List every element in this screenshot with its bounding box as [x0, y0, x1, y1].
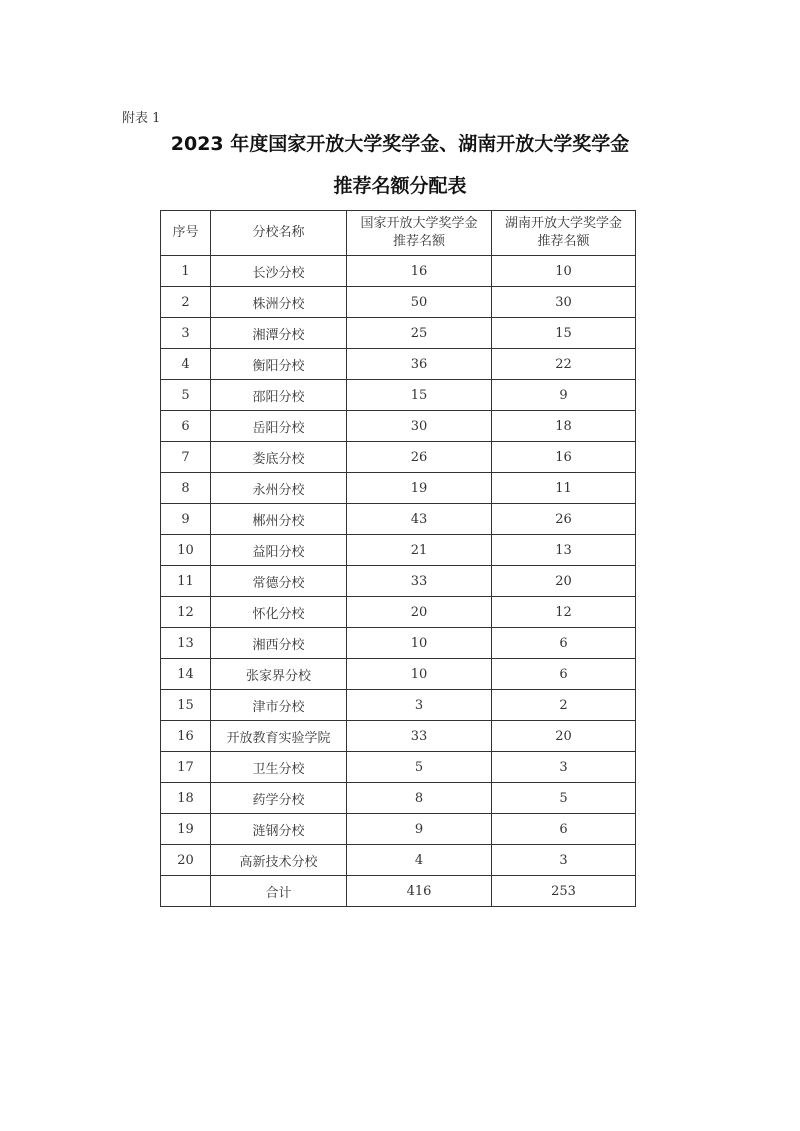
cell-branch: 岳阳分校 [211, 411, 347, 442]
cell-seq: 19 [161, 814, 211, 845]
table-row [161, 380, 636, 411]
cell-hunan-quota: 3 [492, 752, 636, 783]
cell-seq: 15 [161, 690, 211, 721]
cell-branch: 怀化分校 [211, 597, 347, 628]
cell-branch: 娄底分校 [211, 442, 347, 473]
table-row [161, 349, 636, 380]
header-seq: 序号 [161, 211, 211, 256]
cell-national-quota: 21 [347, 535, 492, 566]
table-row [161, 287, 636, 318]
header-branch: 分校名称 [211, 211, 347, 256]
cell-branch: 药学分校 [211, 783, 347, 814]
table-row [161, 504, 636, 535]
cell-national-quota: 5 [347, 752, 492, 783]
header-national-quota [347, 211, 492, 256]
cell-national-quota: 19 [347, 473, 492, 504]
cell-seq: 11 [161, 566, 211, 597]
cell-national-quota: 16 [347, 256, 492, 287]
table-row [161, 690, 636, 721]
total-hunan: 253 [492, 876, 636, 907]
quota-table [160, 210, 636, 907]
header-hunan-quota [492, 211, 636, 256]
cell-hunan-quota: 26 [492, 504, 636, 535]
header-national-line2: 推荐名额 [392, 234, 445, 249]
cell-national-quota: 15 [347, 380, 492, 411]
cell-seq: 6 [161, 411, 211, 442]
table-body [161, 256, 636, 876]
cell-hunan-quota: 12 [492, 597, 636, 628]
cell-branch: 郴州分校 [211, 504, 347, 535]
cell-seq: 1 [161, 256, 211, 287]
cell-branch: 常德分校 [211, 566, 347, 597]
cell-national-quota: 26 [347, 442, 492, 473]
annex-label: 附表 1 [122, 111, 161, 126]
total-national: 416 [347, 876, 492, 907]
cell-branch: 湘潭分校 [211, 318, 347, 349]
cell-national-quota: 4 [347, 845, 492, 876]
cell-national-quota: 9 [347, 814, 492, 845]
cell-hunan-quota: 6 [492, 814, 636, 845]
total-label: 合计 [211, 876, 347, 907]
table-row [161, 659, 636, 690]
table-row [161, 256, 636, 287]
cell-national-quota: 43 [347, 504, 492, 535]
cell-hunan-quota: 20 [492, 721, 636, 752]
cell-hunan-quota: 30 [492, 287, 636, 318]
cell-hunan-quota: 18 [492, 411, 636, 442]
cell-seq: 12 [161, 597, 211, 628]
table-header-row [161, 211, 636, 256]
total-seq [161, 876, 211, 907]
cell-branch: 株洲分校 [211, 287, 347, 318]
header-hunan-line1: 湖南开放大学奖学金 [504, 216, 622, 231]
cell-seq: 9 [161, 504, 211, 535]
cell-branch: 邵阳分校 [211, 380, 347, 411]
table-row [161, 597, 636, 628]
cell-seq: 16 [161, 721, 211, 752]
cell-national-quota: 8 [347, 783, 492, 814]
header-national-line1: 国家开放大学奖学金 [360, 216, 478, 231]
table-row [161, 473, 636, 504]
header-hunan-line2: 推荐名额 [537, 234, 590, 249]
table-row [161, 752, 636, 783]
table-row [161, 783, 636, 814]
cell-branch: 衡阳分校 [211, 349, 347, 380]
cell-seq: 20 [161, 845, 211, 876]
cell-hunan-quota: 13 [492, 535, 636, 566]
cell-seq: 7 [161, 442, 211, 473]
cell-national-quota: 25 [347, 318, 492, 349]
cell-seq: 18 [161, 783, 211, 814]
cell-seq: 8 [161, 473, 211, 504]
cell-branch: 益阳分校 [211, 535, 347, 566]
cell-hunan-quota: 3 [492, 845, 636, 876]
cell-national-quota: 33 [347, 721, 492, 752]
cell-branch: 津市分校 [211, 690, 347, 721]
cell-branch: 高新技术分校 [211, 845, 347, 876]
total-row [161, 876, 636, 907]
table-row [161, 814, 636, 845]
cell-seq: 2 [161, 287, 211, 318]
document-title: 2023 年度国家开放大学奖学金、湖南开放大学奖学金 [170, 133, 630, 155]
cell-seq: 10 [161, 535, 211, 566]
cell-hunan-quota: 10 [492, 256, 636, 287]
cell-seq: 14 [161, 659, 211, 690]
table-row [161, 442, 636, 473]
cell-national-quota: 10 [347, 659, 492, 690]
cell-seq: 5 [161, 380, 211, 411]
table-row [161, 845, 636, 876]
cell-national-quota: 30 [347, 411, 492, 442]
document-subtitle: 推荐名额分配表 [333, 175, 467, 197]
cell-hunan-quota: 9 [492, 380, 636, 411]
table-row [161, 535, 636, 566]
cell-branch: 张家界分校 [211, 659, 347, 690]
table-row [161, 721, 636, 752]
cell-hunan-quota: 6 [492, 659, 636, 690]
cell-national-quota: 10 [347, 628, 492, 659]
cell-hunan-quota: 11 [492, 473, 636, 504]
cell-branch: 长沙分校 [211, 256, 347, 287]
cell-branch: 卫生分校 [211, 752, 347, 783]
cell-branch: 开放教育实验学院 [211, 721, 347, 752]
cell-seq: 3 [161, 318, 211, 349]
cell-national-quota: 33 [347, 566, 492, 597]
cell-hunan-quota: 2 [492, 690, 636, 721]
cell-hunan-quota: 22 [492, 349, 636, 380]
cell-branch: 永州分校 [211, 473, 347, 504]
cell-seq: 4 [161, 349, 211, 380]
table-row [161, 628, 636, 659]
cell-hunan-quota: 6 [492, 628, 636, 659]
table-row [161, 318, 636, 349]
cell-hunan-quota: 20 [492, 566, 636, 597]
cell-national-quota: 50 [347, 287, 492, 318]
table-row [161, 566, 636, 597]
table-row [161, 411, 636, 442]
cell-national-quota: 36 [347, 349, 492, 380]
cell-hunan-quota: 15 [492, 318, 636, 349]
cell-hunan-quota: 5 [492, 783, 636, 814]
cell-national-quota: 20 [347, 597, 492, 628]
cell-branch: 湘西分校 [211, 628, 347, 659]
cell-national-quota: 3 [347, 690, 492, 721]
cell-branch: 涟钢分校 [211, 814, 347, 845]
cell-hunan-quota: 16 [492, 442, 636, 473]
cell-seq: 13 [161, 628, 211, 659]
cell-seq: 17 [161, 752, 211, 783]
